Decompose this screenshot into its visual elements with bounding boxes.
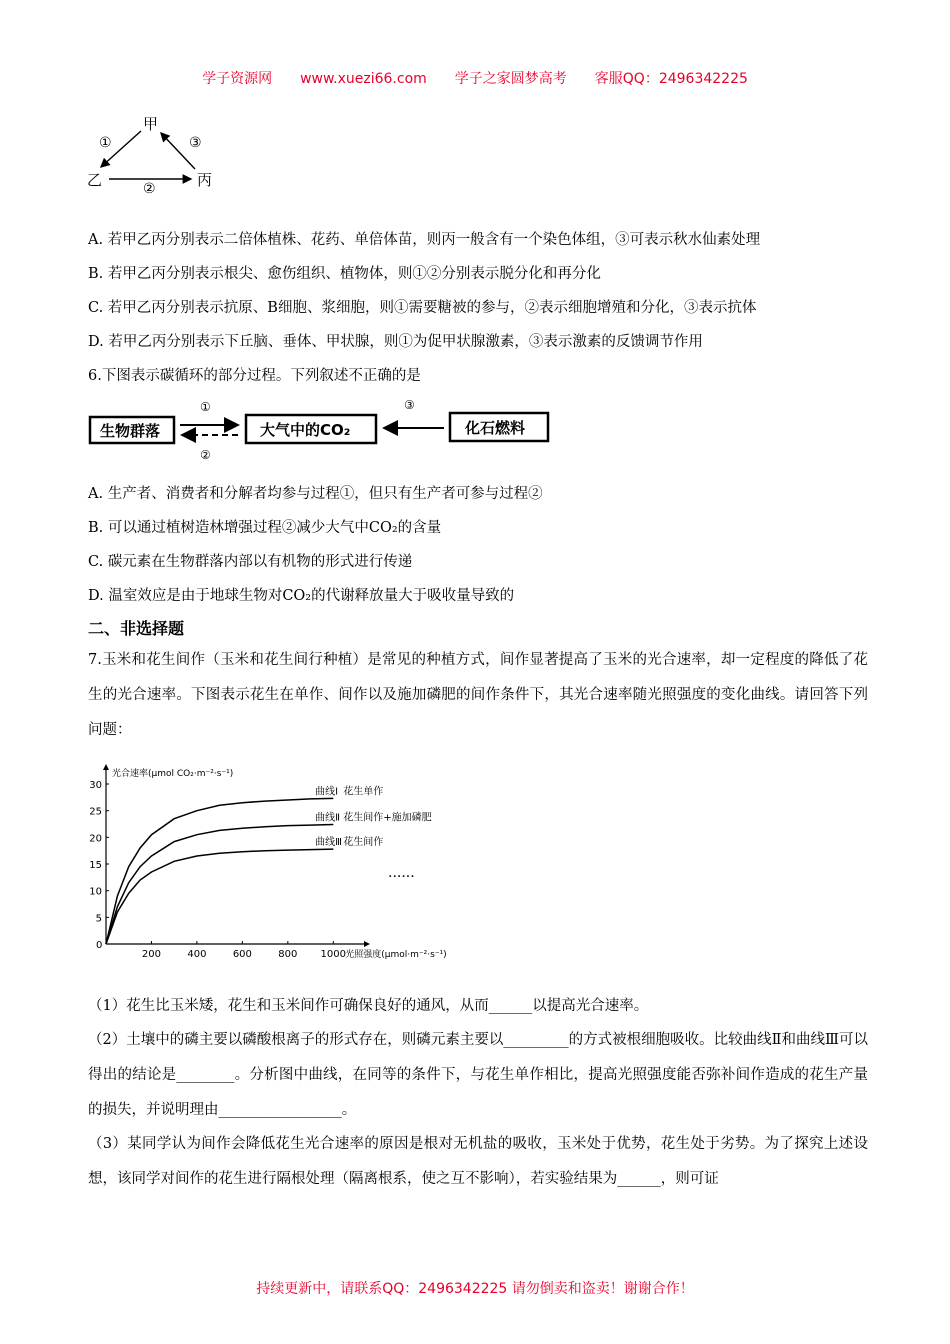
series-name-3: 曲线Ⅲ	[315, 837, 342, 849]
series-name-2: 曲线Ⅱ	[315, 812, 341, 824]
site-slogan: 学子之家圆梦高考	[454, 71, 567, 87]
q7-stem: 7.玉米和花生间作（玉米和花生间行种植）是常见的种植方式，间作显著提高了玉米的光合速率，却一定程度的降低了花生的光合速率。下图表示花生在单作、间作以及施加磷肥的间作条件下，其光合速率随光照强度的变化曲线。请回答下列问题：	[88, 652, 868, 738]
x-tick-label: 600	[232, 949, 252, 960]
process-1-label: ①	[200, 400, 211, 414]
process-2-label: ②	[200, 448, 211, 462]
y-tick-label: 15	[89, 860, 102, 871]
q6-option-d: D. 温室效应是由于地球生物对CO₂的代谢释放量大于吸收量导致的	[88, 588, 515, 604]
series-desc-2: 花生间作+施加磷肥	[343, 812, 432, 824]
y-tick-label: 30	[89, 780, 102, 791]
ellipsis: ......	[388, 865, 415, 881]
carbon-cycle-diagram	[88, 395, 558, 463]
y-tick-label: 25	[89, 806, 102, 818]
q7-sub1: （1）花生比玉米矮，花生和玉米间作可确保良好的通风，从而______以提高光合速率。	[88, 998, 649, 1014]
series-desc-1: 花生单作	[343, 786, 384, 798]
x-axis-arrow	[364, 941, 370, 947]
q7-sub3: （3）某同学认为间作会降低花生光合速率的原因是根对无机盐的吸收，玉米处于优势，花生处于劣势。为了探究上述设想，该同学对间作的花生进行隔根处理（隔离根系，使之互不影响），若实验结果为______，则可证	[88, 1136, 868, 1187]
q5-option-c: C. 若甲乙丙分别表示抗原、B细胞、浆细胞，则①需要糖被的参与，②表示细胞增殖和分化，③表示抗体	[88, 300, 757, 316]
x-tick-label: 400	[187, 949, 207, 960]
y-axis-label: 光合速率(μmol CO₂·m⁻²·s⁻¹)	[112, 769, 234, 779]
box-fossil-fuel: 化石燃料	[465, 419, 526, 437]
y-tick-label: 5	[95, 913, 102, 925]
box-community: 生物群落	[100, 422, 161, 440]
q7-sub2: （2）土壤中的磷主要以磷酸根离子的形式存在，则磷元素主要以_________的方式被根细胞吸收。比较曲线Ⅱ和曲线Ⅲ可以得出的结论是________。分析图中曲线，在同等的条件下，与花生单作相比，提高光照强度能否弥补间作造成的花生产量的损失，并说明理由_________________。	[88, 1032, 868, 1118]
page-footer: 持续更新中，请联系QQ：2496342225 请勿倒卖和盗卖！谢谢合作！	[256, 1281, 694, 1297]
y-tick-label: 10	[89, 886, 102, 898]
node-yi: 乙	[87, 171, 103, 189]
y-axis-arrow	[103, 764, 109, 770]
edge-1-label: ①	[99, 135, 112, 151]
q6-stem: 6.下图表示碳循环的部分过程。下列叙述不正确的是	[88, 368, 421, 384]
node-bing: 丙	[197, 171, 213, 189]
triangle-diagram	[85, 113, 225, 195]
service-qq: 客服QQ：2496342225	[594, 71, 748, 87]
q5-option-a: A. 若甲乙丙分别表示二倍体植株、花药、单倍体苗，则丙一般含有一个染色体组，③可表示秋水仙素处理	[88, 232, 761, 248]
box-atmosphere: 大气中的CO₂	[260, 421, 351, 439]
y-tick-label: 20	[89, 833, 102, 845]
q5-option-b: B. 若甲乙丙分别表示根尖、愈伤组织、植物体，则①②分别表示脱分化和再分化	[88, 266, 601, 282]
q6-option-c: C. 碳元素在生物群落内部以有机物的形式进行传递	[88, 554, 413, 570]
q5-option-d: D. 若甲乙丙分别表示下丘脑、垂体、甲状腺，则①为促甲状腺激素，③表示激素的反馈调节作用	[88, 334, 703, 350]
page-header	[0, 68, 950, 88]
q6-option-b: B. 可以通过植树造林增强过程②减少大气中CO₂的含量	[88, 520, 442, 536]
edge-2-label: ②	[143, 181, 156, 197]
series-name-1: 曲线Ⅰ	[315, 786, 339, 798]
x-tick-label: 800	[278, 949, 298, 960]
x-tick-label: 200	[141, 949, 162, 960]
origin-label: 0	[96, 940, 103, 951]
site-url[interactable]: www.xuezi66.com	[300, 71, 427, 87]
site-name: 学子资源网	[202, 71, 273, 87]
section-title: 二、非选择题	[88, 619, 185, 638]
q6-option-a: A. 生产者、消费者和分解者均参与过程①，但只有生产者可参与过程②	[88, 486, 543, 502]
node-jia: 甲	[143, 115, 159, 133]
process-3-label: ③	[404, 398, 415, 412]
x-axis-label: 光照强度(μmol·m⁻²·s⁻¹)	[345, 950, 447, 960]
photosynthesis-chart	[88, 758, 447, 970]
edge-3-label: ③	[189, 135, 202, 151]
series-line-2	[106, 825, 333, 945]
series-line-1	[106, 798, 333, 944]
series-desc-3: 花生间作	[343, 837, 384, 849]
series-line-3	[106, 849, 333, 944]
x-tick-label: 1000	[320, 949, 346, 960]
